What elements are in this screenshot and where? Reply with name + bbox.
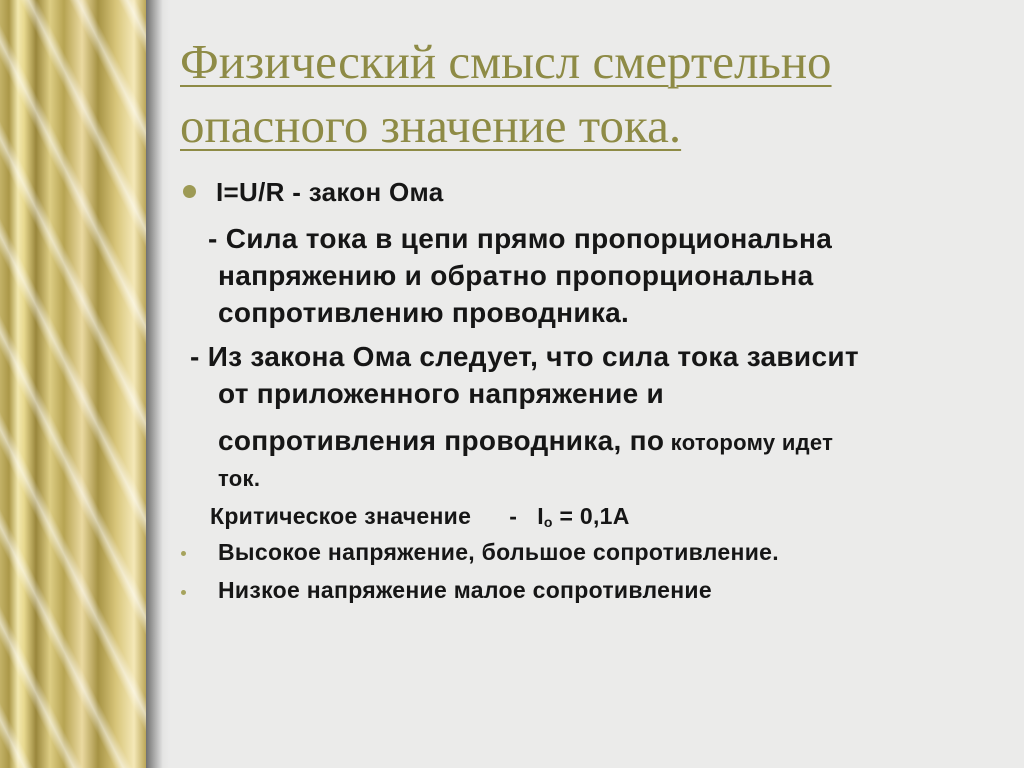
title-line-2: опасного значение тока. — [180, 98, 682, 153]
definition-line-2: напряжению и обратно пропорциональна — [218, 260, 814, 291]
consequence-line-1: - Из закона Ома следует, что сила тока зависит — [190, 341, 859, 372]
critical-label: Критическое значение — [210, 503, 472, 529]
title-line-1: Физический смысл смертельно — [180, 34, 832, 89]
bullet-item-1: Высокое напряжение, большое сопротивление. — [218, 539, 779, 565]
critical-value: = 0,1А — [552, 503, 630, 529]
consequence-line-3-main: сопротивления проводника, по — [218, 425, 665, 456]
bullet-item-2: Низкое напряжение малое сопротивление — [218, 577, 712, 603]
decorative-gold-column — [0, 0, 146, 768]
bullet-icon — [181, 551, 186, 556]
consequence-line-3-small: которому идет — [664, 430, 834, 455]
critical-dash: - — [509, 503, 518, 529]
consequence-line-4: ток. — [218, 466, 261, 491]
definition-line-1: - Сила тока в цепи прямо пропорциональна — [208, 223, 833, 254]
bullet-icon — [181, 590, 186, 595]
critical-subscript: o — [543, 514, 553, 530]
bullet-dot-icon — [183, 185, 196, 198]
critical-value-row — [210, 503, 630, 530]
column-shadow — [146, 0, 170, 768]
ohm-law-text: I=U/R - закон Ома — [216, 177, 444, 207]
definition-line-3: сопротивлению проводника. — [218, 297, 630, 328]
consequence-line-2: от приложенного напряжение и — [218, 378, 665, 409]
consequence-line-3 — [218, 425, 833, 457]
slide-title — [180, 30, 980, 158]
critical-symbol: I — [537, 503, 544, 529]
